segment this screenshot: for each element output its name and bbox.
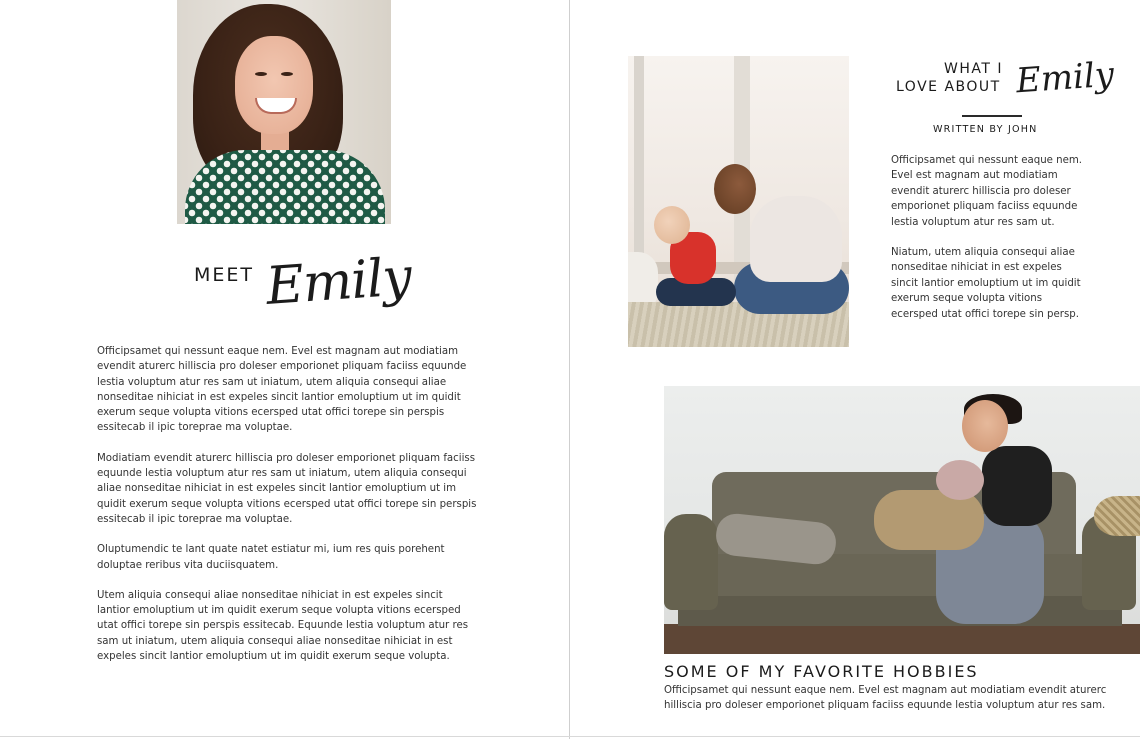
portrait-shirt [185,150,385,224]
love-heading-line2: LOVE ABOUT [896,79,1001,95]
byline: WRITTEN BY JOHN [933,124,1038,135]
mother-child-couch-photo [664,386,1140,654]
meet-heading [194,247,413,334]
page-bottom-edge [0,736,1140,737]
couch-seat [678,554,1122,600]
right-paragraph: Niatum, utem aliquia consequi aliae nonseditae nihiciat in est expeles sincit lantior emoluptium ut im quidit exerum seque volupta vitions ecersped utat offici torepe sin persp. [891,247,1081,320]
love-heading-line1: WHAT I [944,61,1003,77]
right-body-text [891,153,1091,337]
mother-sweater [750,196,842,282]
left-body-text [97,344,477,679]
love-heading-script-name: Emily [1014,54,1116,102]
window-frame-left [634,56,644,266]
portrait-eye-right [281,72,293,76]
left-paragraph: Oluptumendic te lant quate natet estiatur mi, ium res quis porehent doluptae reribus vita duciisquatem. [97,544,445,571]
child-hat [936,460,984,500]
mother-baby-window-photo [628,56,849,347]
heading-divider [962,115,1022,117]
hobbies-title: SOME OF MY FAVORITE HOBBIES [664,662,979,681]
mother-head [714,164,756,214]
woman-top [982,446,1052,526]
left-paragraph: Utem aliquia consequi aliae nonseditae nihiciat in est expeles sincit lantior emoluptium ut im quidit exerum seque volupta vitions ecersped utat offici torepe sin perspis essitecab. Equunde lestia voluptum atur res sam ut iniatum, utem aliquia consequi aliae nonseditae nihiciat in est expeles sincit lantior emoluptium ut im quidit exerum seque volupta. [97,589,469,663]
couch-floor [664,624,1140,654]
page-gutter [569,0,570,739]
right-paragraph: Officipsamet qui nessunt eaque nem. Evel est magnam aut modiatiam evendit aturerc hilliscia pro doleser emporionet pliquam faciiss equunde lestia voluptum atur res sam ut. [891,155,1083,228]
child-body [874,490,984,550]
couch-base [678,596,1122,626]
portrait-photo [177,0,391,224]
couch-arm-left [664,514,718,610]
meet-heading-prefix: MEET [194,264,255,286]
woman-head [962,400,1008,452]
baby-head [654,206,690,244]
meet-heading-script-name: Emily [264,247,413,317]
left-paragraph: Officipsamet qui nessunt eaque nem. Evel est magnam aut modiatiam evendit aturerc hilliscia pro doleser emporionet pliquam faciiss equunde lestia voluptum atur res sam ut iniatum, utem aliquia consequi aliae nonseditae nihiciat in est expeles sincit lantior emoluptium ut im quidit exerum seque volupta vitions ecersped utat offici torepe sin perspis essitecab il ipic toreprae ma voluptae. [97,346,467,434]
portrait-face [235,36,313,134]
dried-plant [1094,496,1140,536]
left-paragraph: Modiatiam evendit aturerc hilliscia pro doleser emporionet pliquam faciiss equunde lestia voluptum atur res sam ut iniatum, utem aliquia consequi aliae nonseditae nihiciat in est expeles sincit lantior emoluptium ut im quidit exerum seque volupta vitions ecersped utat offici torepe sin perspis essitecab il ipic toreprae ma voluptae. [97,452,477,525]
portrait-eye-left [255,72,267,76]
love-heading [892,54,1116,112]
hobbies-text: Officipsamet qui nessunt eaque nem. Evel est magnam aut modiatiam evendit aturerc hilliscia pro doleser emporionet pliquam faciiss equunde lestia voluptum atur res sam. [664,685,1107,712]
